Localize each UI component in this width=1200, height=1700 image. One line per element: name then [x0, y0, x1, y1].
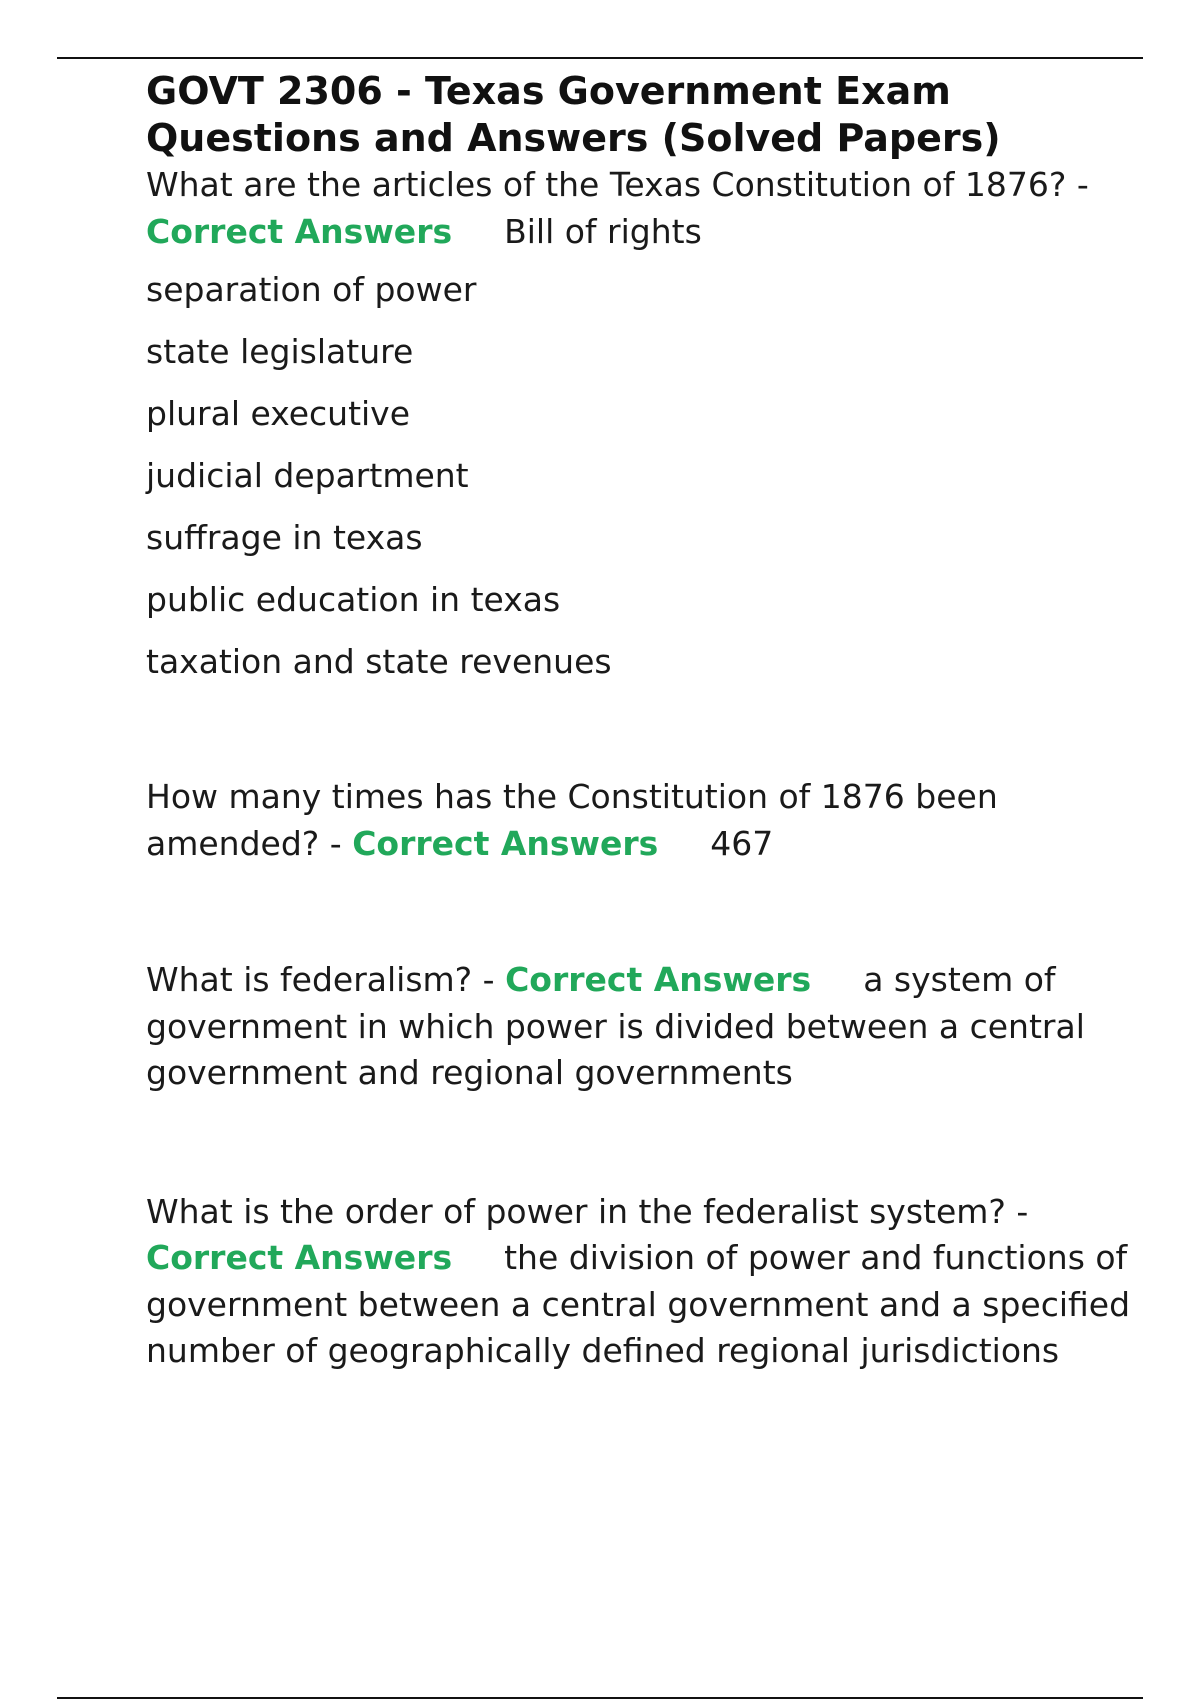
answer-text: a system of government in which power is divided between a central government and regional governments — [146, 960, 1085, 1092]
document-title: GOVT 2306 - Texas Government Exam Questions and Answers (Solved Papers) — [146, 69, 1001, 160]
list-item: taxation and state revenues — [146, 642, 612, 681]
correct-answers-label: Correct Answers — [505, 960, 812, 999]
question-text: What is federalism? - — [146, 960, 506, 999]
question-text: How many times has the Constitution of 1876 been amended? - — [146, 777, 998, 863]
qa-item-1 — [146, 162, 1146, 255]
top-rule — [57, 57, 1143, 59]
list-item: state legislature — [146, 332, 414, 371]
list-item: judicial department — [146, 456, 469, 495]
correct-answers-label: Correct Answers — [146, 211, 453, 251]
qa-item-2 — [146, 774, 1146, 867]
list-item: plural executive — [146, 394, 411, 433]
list-item: public education in texas — [146, 580, 561, 619]
qa-item-4 — [146, 1189, 1146, 1375]
qa-item-3 — [146, 957, 1146, 1097]
correct-answers-label: Correct Answers — [146, 1238, 453, 1277]
question-text: What are the articles of the Texas Constitution of 1876? - — [146, 165, 1089, 204]
answer-text: Bill of rights — [504, 211, 702, 251]
question-text: What is the order of power in the federalist system? - — [146, 1191, 1029, 1231]
bottom-rule — [57, 1697, 1143, 1699]
answer-list — [146, 267, 1146, 685]
list-item: separation of power — [146, 270, 477, 309]
document-body — [146, 68, 1146, 1375]
answer-text: the division of power and functions of government between a central government and a specified number of geographically defined regional jurisdictions — [146, 1238, 1131, 1370]
answer-text: 467 — [710, 823, 774, 863]
list-item: suffrage in texas — [146, 518, 423, 557]
correct-answers-label: Correct Answers — [352, 823, 659, 863]
